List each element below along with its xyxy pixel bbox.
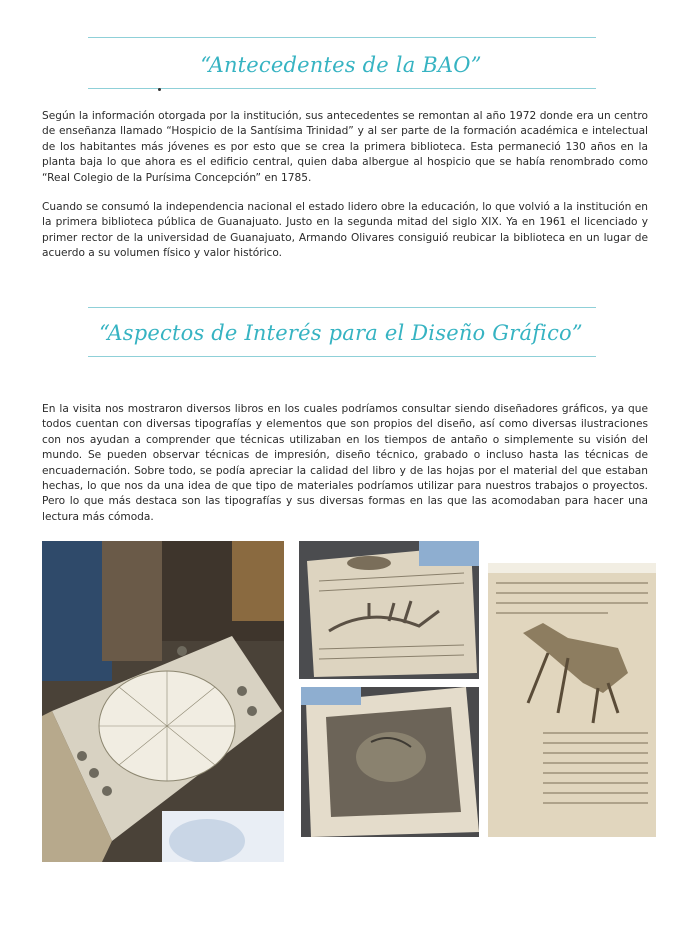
scan-speck: [158, 88, 161, 91]
photo-camelopardalis-page: [488, 563, 656, 837]
paragraph-design-interest: En la visita nos mostraron diversos libros en los cuales podríamos consultar siendo diseñadores gráficos, ya que todos cuentan con diversas tipografías y elementos que son propios del diseño, así como diversas ilustraciones con nos ayudan a comprender que técnicas utilizaban en los tiempos de antaño o simplemente su visión del mundo. Se pueden observar técnicas de impresión, diseño técnico, grabado o incluso hasta las técnicas de encuadernación. Sobre todo, se podía apreciar la calidad del libro y de las hojas por el material del que estaban hechas, lo que nos da una idea de que tipo de materiales podríamos utilizar para nuestros trabajos o proyectos. Pero lo que más destaca son las tipografías y sus diversas formas en las que las acomodaban para hacer una lectura más cómoda.: [42, 403, 648, 523]
photo-open-book-diagram: [42, 541, 284, 862]
bottom-rule-2: [88, 356, 596, 357]
paragraph-history-2: Cuando se consumó la independencia nacional el estado lidero obre la educación, lo que volvió a la institución en la primera biblioteca pública de Guanajuato. Justo en la segunda mitad del siglo XIX. Ya en 1961 el licenciado y primer rector de la universidad de Guanajuato, Armando Olivares consiguió reubicar la biblioteca en un lugar de acuerdo a su volumen físico y valor histórico.: [42, 201, 648, 260]
top-rule-1: [88, 37, 596, 38]
bottom-rule-1: [88, 88, 596, 89]
photo-antler-engraving: [299, 541, 479, 679]
photo-animal-engraving: [301, 687, 479, 837]
top-rule-2: [88, 307, 596, 308]
section-title-aspectos: “Aspectos de Interés para el Diseño Gráfico”: [99, 321, 583, 345]
paragraph-history-1: Según la información otorgada por la institución, sus antecedentes se remontan al año 1972 donde era un centro de enseñanza llamado “Hospicio de la Santísima Trinidad” y al ser parte de la formación académica e intelectual de los habitantes más jóvenes es por esto que se crea la primera biblioteca. Esta permaneció 130 años en la planta baja lo que ahora es el edificio central, quien daba albergue al hospicio que se había renombrado como “Real Colegio de la Purísima Concepción” en 1785.: [42, 110, 648, 184]
section-title-antecedentes: “Antecedentes de la BAO”: [200, 53, 482, 77]
